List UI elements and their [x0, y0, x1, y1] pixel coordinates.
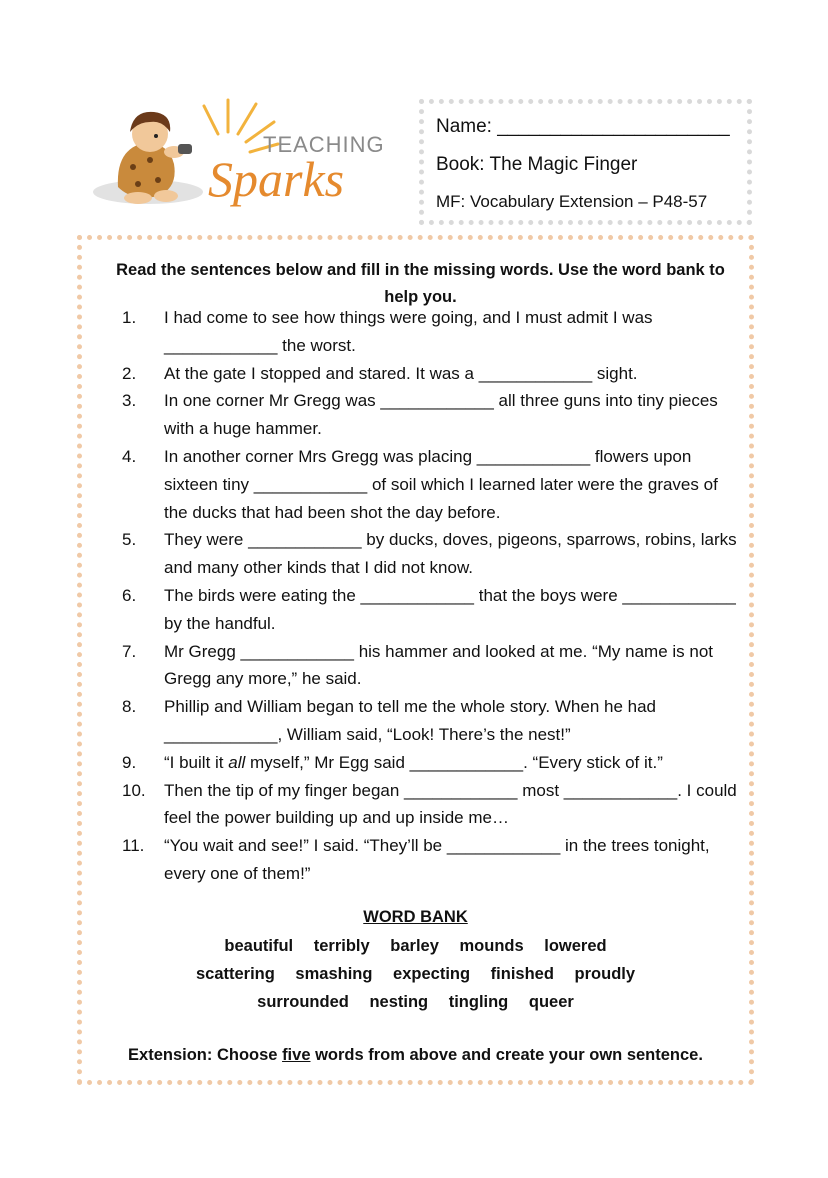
word-bank-row-3: [82, 993, 749, 1012]
question-number: 7.: [122, 641, 137, 661]
extension-emphasis: five: [282, 1046, 311, 1064]
question-number: 9.: [122, 752, 137, 772]
extension-suffix: words from above and create your own sentence.: [310, 1046, 703, 1064]
question-text[interactable]: In one corner Mr Gregg was ____________ all three guns into tiny pieces with a huge hammer.: [164, 391, 718, 439]
question-text[interactable]: “I built it all myself,” Mr Egg said ____________. “Every stick of it.”: [164, 752, 663, 772]
extension-prefix: Extension: Choose: [128, 1046, 283, 1064]
student-info-box: [419, 99, 752, 225]
word-bank-word: smashing: [295, 965, 373, 983]
question-text[interactable]: I had come to see how things were going, and I must admit I was ____________ the worst.: [164, 308, 653, 355]
word-bank-word: surrounded: [257, 993, 349, 1011]
question-text[interactable]: The birds were eating the ____________ that the boys were ____________ by the handful.: [164, 585, 736, 633]
question-text[interactable]: In another corner Mrs Gregg was placing ____________ flowers upon sixteen tiny ____________ of soil which I learned later were the graves of the ducks that had been shot the day before.: [164, 446, 718, 522]
word-bank-word: queer: [528, 993, 574, 1011]
caveman-logo-icon: [78, 92, 398, 222]
question-number: 10.: [122, 780, 146, 800]
question-item: [122, 443, 742, 526]
word-bank-word: tingling: [448, 993, 509, 1011]
name-field[interactable]: Name: ______________________: [436, 116, 730, 137]
logo-sparks-text: Sparks: [208, 151, 345, 207]
question-text[interactable]: Phillip and William began to tell me the whole story. When he had ____________, William said, “Look! There’s the nest!”: [164, 697, 656, 744]
question-text[interactable]: At the gate I stopped and stared. It was a ____________ sight.: [164, 363, 638, 383]
instructions: Read the sentences below and fill in the missing words. Use the word bank to help you.: [116, 261, 725, 306]
question-item: [122, 526, 742, 582]
word-bank-word: finished: [490, 965, 554, 983]
question-number: 8.: [122, 697, 137, 717]
word-bank-word: mounds: [459, 937, 524, 955]
question-item: [122, 360, 742, 388]
question-list: [122, 304, 742, 888]
question-item: [122, 832, 742, 888]
question-item: [122, 693, 742, 749]
question-text[interactable]: Then the tip of my finger began ____________ most ____________. I could feel the power building up and up inside me…: [164, 780, 737, 828]
word-bank-word: expecting: [393, 965, 471, 983]
word-bank-title: WORD BANK: [363, 908, 468, 926]
word-bank-word: proudly: [574, 965, 636, 983]
question-item: [122, 638, 742, 694]
question-number: 1.: [122, 308, 137, 327]
word-bank-word: nesting: [369, 993, 429, 1011]
question-item: [122, 387, 742, 443]
question-item: [122, 777, 742, 833]
question-text[interactable]: They were ____________ by ducks, doves, pigeons, sparrows, robins, larks and many other kinds that I did not know.: [164, 530, 737, 578]
question-number: 4.: [122, 446, 137, 466]
teaching-sparks-logo: [78, 92, 398, 222]
question-number: 6.: [122, 585, 137, 605]
question-text[interactable]: Mr Gregg ____________ his hammer and looked at me. “My name is not Gregg any more,” he said.: [164, 641, 714, 689]
question-item: [122, 582, 742, 638]
book-title: Book: The Magic Finger: [436, 154, 638, 175]
worksheet-body: [77, 235, 754, 1085]
question-number: 2.: [122, 363, 137, 383]
word-bank-row-1: [82, 937, 749, 956]
word-bank-word: barley: [390, 937, 439, 955]
word-bank-row-2: [82, 965, 749, 984]
word-bank-word: terribly: [313, 937, 370, 955]
question-number: 11.: [122, 836, 145, 856]
word-bank-word: beautiful: [224, 937, 294, 955]
question-text[interactable]: “You wait and see!” I said. “They’ll be ____________ in the trees tonight, every one of them!”: [164, 836, 710, 883]
worksheet-subtitle: MF: Vocabulary Extension – P48-57: [436, 192, 708, 211]
question-item: [122, 749, 742, 777]
question-number: 3.: [122, 391, 137, 411]
question-item: [122, 304, 742, 360]
word-bank-word: lowered: [544, 937, 607, 955]
question-number: 5.: [122, 530, 137, 550]
extension-task: [82, 1046, 749, 1065]
word-bank-word: scattering: [195, 965, 275, 983]
logo-teaching-text: TEACHING: [263, 132, 385, 157]
